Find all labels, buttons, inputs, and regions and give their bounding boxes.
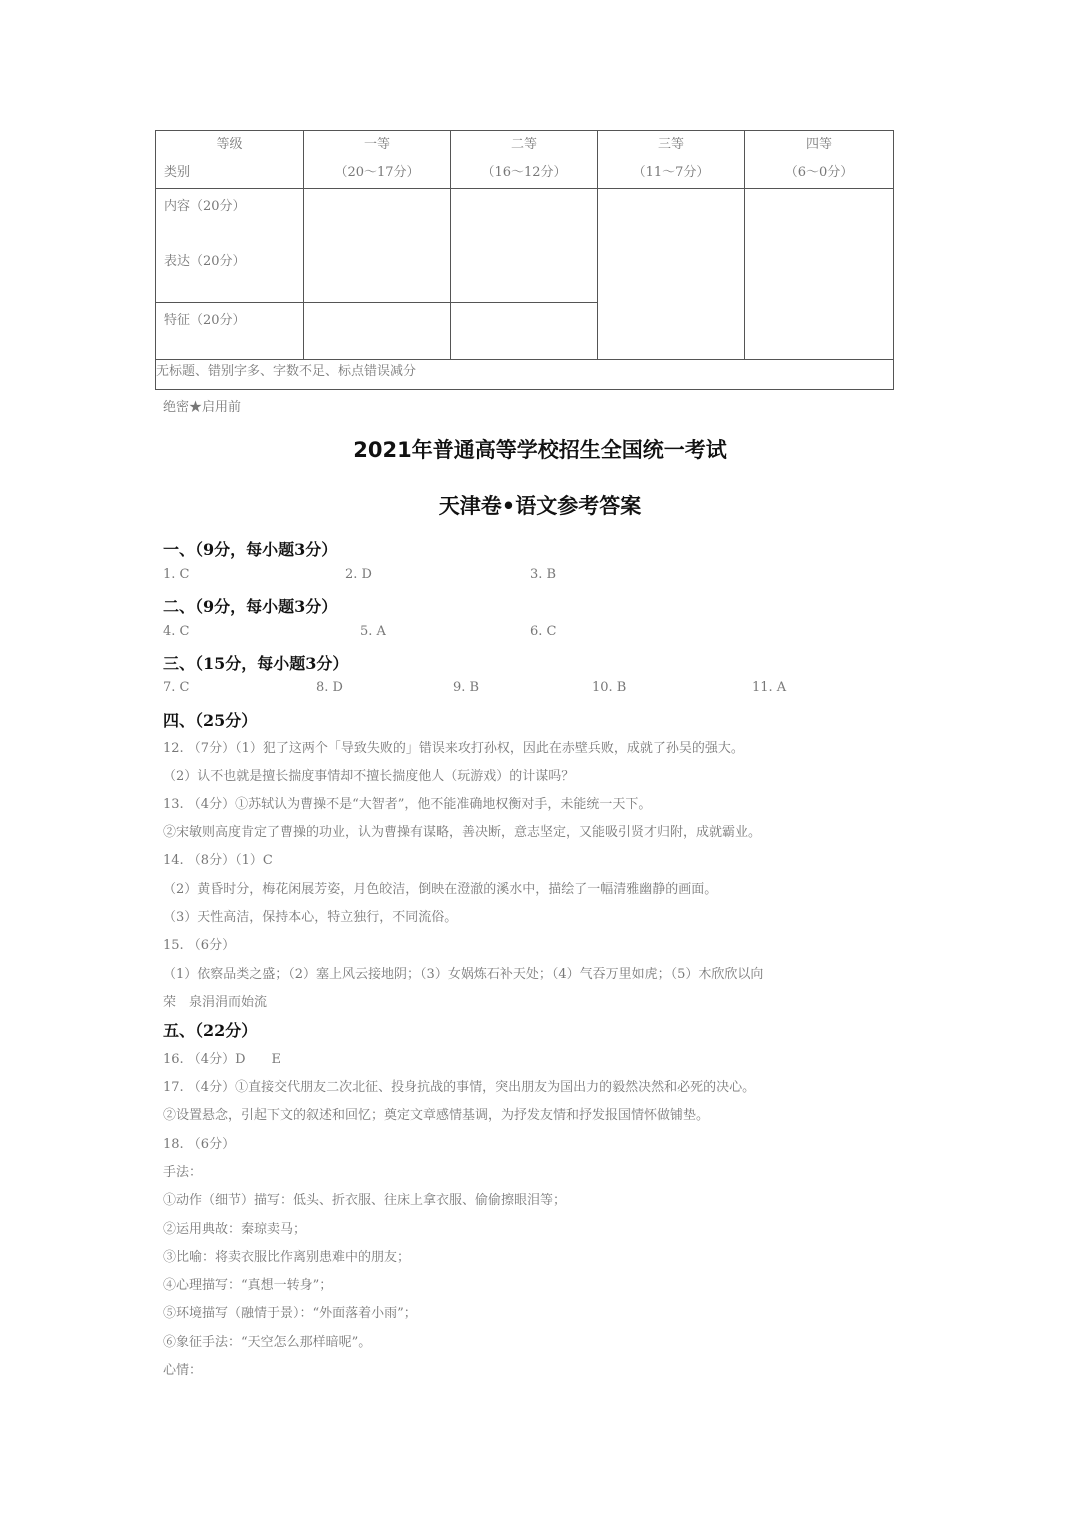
row-label-cell [156, 189, 304, 303]
answer-line: （2）黄昏时分，梅花闲展芳姿，月色皎洁，倒映在澄澈的溪水中，描绘了一幅清雅幽静的画面。 [163, 882, 718, 897]
grade-name: 三等 [657, 137, 684, 152]
grade-name: 四等 [805, 137, 832, 152]
answer-line: ②宋敏则高度肯定了曹操的功业，认为曹操有谋略，善决断，意志坚定，又能吸引贤才归附，成就霸业。 [163, 825, 762, 840]
section-heading-3: 三、（15分，每小题3分） [163, 654, 349, 673]
answer-line: （3）天性高洁，保持本心，特立独行，不同流俗。 [163, 910, 458, 925]
table-cell [598, 189, 745, 360]
answer-item: 4. C [163, 624, 190, 639]
section-heading-1: 一、（9分，每小题3分） [163, 540, 338, 559]
answer-line: （1）依察品类之盛；（2）塞上风云接地阴；（3）女娲炼石补天处；（4）气吞万里如虎；（5）木欣欣以向 [163, 967, 764, 982]
section-heading-5: 五、（22分） [163, 1021, 258, 1040]
answer-line: ②运用典故：秦琼卖马； [163, 1222, 307, 1237]
answer-line: （2）认不也就是擅长揣度事情却不擅长揣度他人（玩游戏）的计谋吗？ [163, 769, 575, 784]
answer-item: 10. B [592, 680, 627, 695]
grading-note-row [156, 360, 894, 390]
answer-line: ⑥象征手法：“天空怎么那样暗呢”。 [163, 1335, 372, 1350]
answer-line: 心情： [163, 1363, 203, 1378]
answer-line: 17. （4分）①直接交代朋友二次北征、投身抗战的事情，突出朋友为国出力的毅然决然和必死的决心。 [163, 1080, 756, 1095]
answer-item: 9. B [453, 680, 480, 695]
answer-line: ③比喻：将卖衣服比作离别患难中的朋友； [163, 1250, 411, 1265]
grade-range: （6～0分） [784, 165, 854, 180]
grade-name: 一等 [363, 137, 390, 152]
grade-range: （11～7分） [632, 165, 710, 180]
answer-line: 15. （6分） [163, 938, 236, 953]
answer-line: ⑤环境描写（融情于景）：“外面落着小雨”； [163, 1306, 417, 1321]
answer-line: ④心理描写：“真想一转身”； [163, 1278, 333, 1293]
answer-line: 荣 泉涓涓而始流 [163, 995, 268, 1010]
answer-item: 11. A [752, 680, 787, 695]
grading-table-header [156, 131, 894, 189]
grading-table [155, 130, 894, 390]
corner-bottom: 类别 [164, 165, 191, 180]
table-cell [304, 189, 451, 303]
grade-name: 二等 [510, 137, 537, 152]
secret-label: 绝密★启用前 [163, 400, 242, 415]
grade-range: （16～12分） [481, 165, 567, 180]
corner-cell [156, 131, 304, 189]
exam-subtitle: 天津卷•语文参考答案 [438, 494, 642, 518]
grading-note: 无标题、错别字多、字数不足、标点错误减分 [156, 360, 894, 390]
answer-line: 手法： [163, 1165, 203, 1180]
grade-col-1 [304, 131, 451, 189]
row-label-content: 内容（20分） [164, 199, 246, 214]
answer-item: 5. A [360, 624, 386, 639]
section-heading-2: 二、（9分，每小题3分） [163, 597, 338, 616]
answer-item: 8. D [316, 680, 343, 695]
answer-line: 16. （4分）D E [163, 1052, 281, 1067]
corner-top: 等级 [216, 137, 243, 152]
grading-row-content-expression [156, 189, 894, 303]
row-label-feature: 特征（20分） [164, 313, 246, 328]
row-label-expression: 表达（20分） [164, 254, 246, 269]
grade-col-4 [745, 131, 894, 189]
exam-title: 2021年普通高等学校招生全国统一考试 [353, 438, 727, 462]
answer-line: 18. （6分） [163, 1137, 236, 1152]
grade-range: （20～17分） [334, 165, 420, 180]
answer-item: 6. C [530, 624, 557, 639]
answer-item: 1. C [163, 567, 190, 582]
answer-line: ②设置悬念，引起下文的叙述和回忆；奠定文章感情基调，为抒发友情和抒发报国情怀做铺垫。 [163, 1108, 710, 1123]
grade-col-2 [451, 131, 598, 189]
table-cell [451, 303, 598, 360]
table-cell [451, 189, 598, 303]
answer-item: 2. D [345, 567, 372, 582]
answer-item: 7. C [163, 680, 190, 695]
section-heading-4: 四、（25分） [163, 711, 258, 730]
answer-line: 12. （7分）（1）犯了这两个「导致失败的」错误来攻打孙权，因此在赤壁兵败，成就了孙吴的强大。 [163, 741, 744, 756]
table-cell [745, 189, 894, 360]
answer-line: 13. （4分）①苏轼认为曹操不是“大智者”，他不能准确地权衡对手，未能统一天下。 [163, 797, 652, 812]
table-cell [304, 303, 451, 360]
row-label-cell [156, 303, 304, 360]
answer-line: 14. （8分）（1）C [163, 853, 273, 868]
answer-line: ①动作（细节）描写：低头、折衣服、往床上拿衣服、偷偷擦眼泪等； [163, 1193, 567, 1208]
answer-item: 3. B [530, 567, 557, 582]
grade-col-3 [598, 131, 745, 189]
